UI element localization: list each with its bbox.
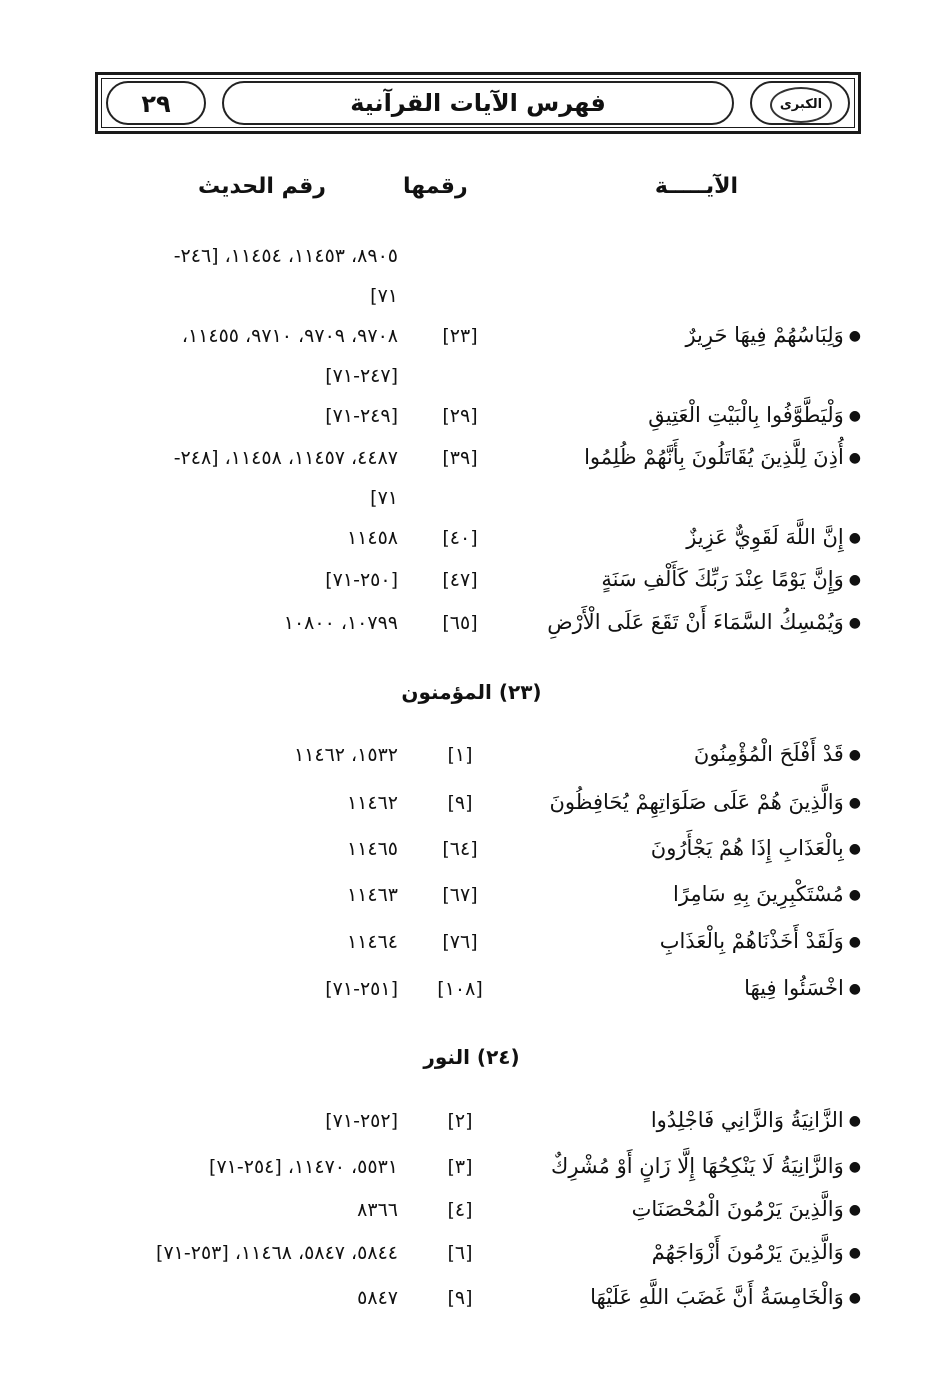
hadith-numbers: ١٥٣٢، ١١٤٦٢ <box>293 744 398 766</box>
verse-number: [٩] <box>447 1287 473 1309</box>
hadith-numbers: [٢٥٢-٧١] <box>325 1110 398 1132</box>
verse-number: [١] <box>447 744 473 766</box>
hadith-numbers: ٥٨٤٧ <box>357 1287 398 1309</box>
verse-text: ●إِنَّ اللَّهَ لَقَوِيٌّ عَزِيزٌ <box>686 525 861 549</box>
hadith-numbers: ٥٨٤٤، ٥٨٤٧، ١١٤٦٨، [٢٥٣-٧١] <box>156 1242 398 1264</box>
bullet-icon: ● <box>848 408 861 424</box>
verse-text: ●وَلِبَاسُهُمْ فِيهَا حَرِيرٌ <box>685 323 861 347</box>
verse-number: [٧٦] <box>442 931 478 953</box>
bullet-icon: ● <box>848 887 861 903</box>
verse-text: ●وَالزَّانِيَةُ لَا يَنْكِحُهَا إِلَّا زَانٍ أَوْ مُشْرِكٌ <box>551 1154 861 1178</box>
bullet-icon: ● <box>848 1159 861 1175</box>
verse-text: ●وَالَّذِينَ هُمْ عَلَى صَلَوَاتِهِمْ يُحَافِظُونَ <box>549 790 861 814</box>
verse-text: ●أُذِنَ لِلَّذِينَ يُقَاتَلُونَ بِأَنَّهُمْ ظُلِمُوا <box>584 445 861 469</box>
hadith-numbers-continued: ٧١] <box>370 285 398 307</box>
column-header-verse: الآيـــــة <box>654 174 738 199</box>
emblem-cartouche <box>750 81 850 125</box>
bullet-icon: ● <box>848 615 861 631</box>
verse-text: ●وَالَّذِينَ يَرْمُونَ الْمُحْصَنَاتِ <box>631 1197 861 1221</box>
bullet-icon: ● <box>848 1290 861 1306</box>
verse-number: [٤٧] <box>442 569 478 591</box>
hadith-numbers: ٤٤٨٧، ١١٤٥٧، ١١٤٥٨، [٢٤٨- <box>173 447 398 469</box>
verse-number: [٦٧] <box>442 884 478 906</box>
verse-text: ●وَلَقَدْ أَخَذْنَاهُمْ بِالْعَذَابِ <box>659 929 861 953</box>
verse-text: ●قَدْ أَفْلَحَ الْمُؤْمِنُونَ <box>693 742 861 766</box>
verse-number: [٤٠] <box>442 527 478 549</box>
bullet-icon: ● <box>848 795 861 811</box>
hadith-numbers: [٢٥٠-٧١] <box>325 569 398 591</box>
hadith-numbers: ١١٤٦٤ <box>346 931 398 953</box>
verse-number: [٦] <box>447 1242 473 1264</box>
bullet-icon: ● <box>848 328 861 344</box>
column-header-number: رقمها <box>403 174 468 199</box>
hadith-numbers: ١٠٧٩٩، ١٠٨٠٠ <box>283 612 398 634</box>
verse-text: ●بِالْعَذَابِ إِذَا هُمْ يَجْأَرُونَ <box>650 836 861 860</box>
verse-text: ●وَيُمْسِكُ السَّمَاءَ أَنْ تَقَعَ عَلَى الْأَرْضِ <box>547 610 861 634</box>
bullet-icon: ● <box>848 747 861 763</box>
hadith-numbers-continued: ٧١] <box>370 487 398 509</box>
verse-number: [٣] <box>447 1156 473 1178</box>
verse-text: ●اخْسَئُوا فِيهَا <box>744 976 861 1000</box>
verse-number: [٢] <box>447 1110 473 1132</box>
hadith-numbers: ٨٩٠٥، ١١٤٥٣، ١١٤٥٤، [٢٤٦- <box>173 245 398 267</box>
page-number-cartouche <box>106 81 206 125</box>
surah-heading-23: (٢٣) المؤمنون <box>401 680 542 704</box>
bullet-icon: ● <box>848 981 861 997</box>
verse-number: [٦٤] <box>442 838 478 860</box>
bullet-icon: ● <box>848 1113 861 1129</box>
verse-text: ●وَالْخَامِسَةُ أَنَّ غَضَبَ اللَّهِ عَلَيْهَا <box>590 1285 861 1309</box>
bullet-icon: ● <box>848 1245 861 1261</box>
page-header <box>95 72 861 134</box>
book-emblem: الكبرى <box>770 87 832 123</box>
bullet-icon: ● <box>848 1202 861 1218</box>
verse-text: ●وَلْيَطَّوَّفُوا بِالْبَيْتِ الْعَتِيقِ <box>648 403 861 427</box>
hadith-numbers-continued: [٢٤٧-٧١] <box>325 365 398 387</box>
bullet-icon: ● <box>848 450 861 466</box>
verse-number: [٦٥] <box>442 612 478 634</box>
verse-text: ●وَإِنَّ يَوْمًا عِنْدَ رَبِّكَ كَأَلْفِ سَنَةٍ <box>601 567 861 591</box>
hadith-numbers: ٥٥٣١، ١١٤٧٠، [٢٥٤-٧١] <box>209 1156 398 1178</box>
bullet-icon: ● <box>848 841 861 857</box>
hadith-numbers: [٢٥١-٧١] <box>325 978 398 1000</box>
page-title: فهرس الآيات القرآنية <box>222 81 734 125</box>
hadith-numbers: ١١٤٦٣ <box>346 884 398 906</box>
page-number: ٢٩ <box>141 90 171 118</box>
column-header-hadith: رقم الحديث <box>198 174 326 199</box>
hadith-numbers: ١١٤٦٢ <box>346 792 398 814</box>
verse-number: [١٠٨] <box>437 978 483 1000</box>
bullet-icon: ● <box>848 530 861 546</box>
hadith-numbers: ١١٤٥٨ <box>346 527 398 549</box>
bullet-icon: ● <box>848 572 861 588</box>
verse-text: ●وَالَّذِينَ يَرْمُونَ أَزْوَاجَهُمْ <box>651 1240 861 1264</box>
verse-number: [٩] <box>447 792 473 814</box>
verse-number: [٢٩] <box>442 405 478 427</box>
surah-heading-24: (٢٤) النور <box>423 1045 520 1069</box>
bullet-icon: ● <box>848 934 861 950</box>
hadith-numbers: ٩٧٠٨، ٩٧٠٩، ٩٧١٠، ١١٤٥٥، <box>181 325 398 347</box>
verse-number: [٤] <box>447 1199 473 1221</box>
hadith-numbers: ٨٣٦٦ <box>357 1199 398 1221</box>
verse-text: ●مُسْتَكْبِرِينَ بِهِ سَامِرًا <box>672 882 861 906</box>
verse-text: ●الزَّانِيَةُ وَالزَّانِي فَاجْلِدُوا <box>650 1108 861 1132</box>
verse-number: [٢٣] <box>442 325 478 347</box>
hadith-numbers: [٢٤٩-٧١] <box>325 405 398 427</box>
verse-number: [٣٩] <box>442 447 478 469</box>
hadith-numbers: ١١٤٦٥ <box>346 838 398 860</box>
